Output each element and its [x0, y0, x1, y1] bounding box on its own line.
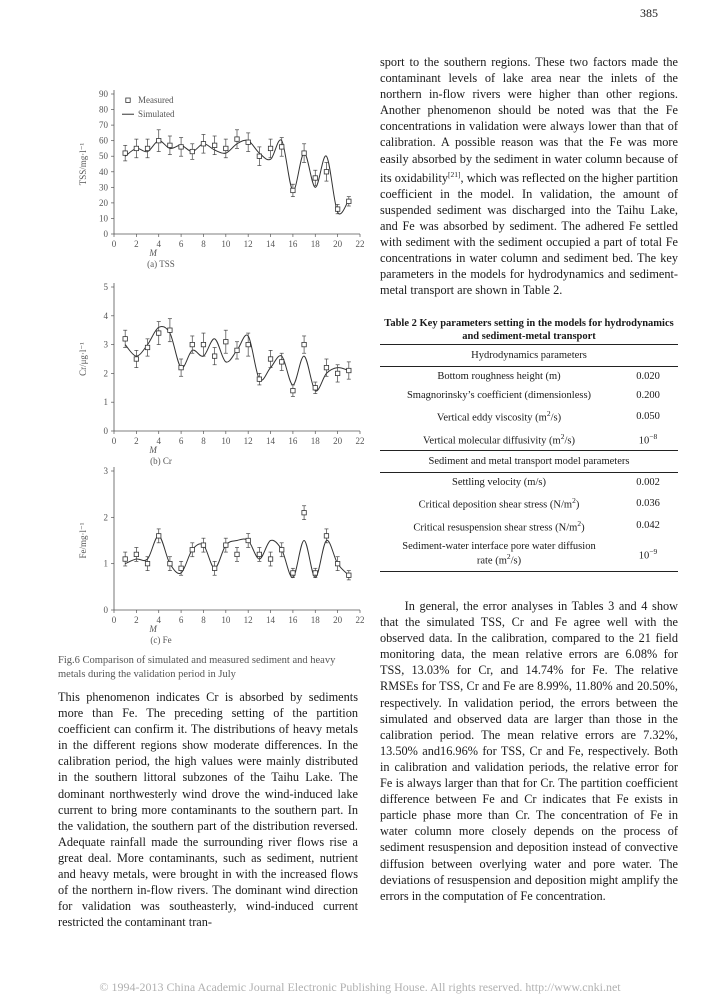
measured-point [335, 561, 339, 565]
x-tick-label: 22 [355, 615, 365, 625]
param-name-cell [380, 492, 618, 515]
section-title: Hydrodynamics parameters [380, 345, 678, 367]
table-row [380, 428, 678, 451]
chart-fe [62, 458, 365, 654]
param-name: Vertical molecular diffusivity (m [423, 435, 561, 446]
unit-sup: 2 [546, 409, 551, 418]
unit-sup: 2 [506, 552, 511, 561]
value-exp: −8 [649, 431, 658, 441]
unit-sup: 2 [560, 431, 565, 441]
section-title: Sediment and metal transport model parameters [380, 451, 678, 473]
table-caption: Table 2 Key parameters setting in the models for hydrodynamics and sediment-metal transport [384, 318, 674, 342]
x-tick-label: 4 [156, 615, 161, 625]
y-tick-label: 30 [99, 182, 108, 193]
measured-point [168, 328, 172, 332]
measured-point [224, 146, 228, 150]
chart-tss [62, 82, 365, 280]
param-name: Bottom roughness height (m) [437, 371, 561, 382]
measured-point [190, 149, 194, 153]
measured-point [280, 360, 284, 364]
table-section-sediment [380, 451, 678, 473]
value-base: 10 [638, 550, 650, 561]
right-top-part2: , which was reflected on the higher partition coefficient in the model. In validation, the amount of suspended sediment was discharged into the Taihu Lake, and Fe was absorbed by sediment. The adhered Fe settled with sediment with the sediment occupied a part of total Fe concentrations in water column and sediment bed. The key parameters in the models for hydrodynamics and sediment-metal transport are shown in Table 2. [380, 170, 679, 298]
x-tick-label: 0 [111, 615, 117, 625]
y-axis-label: Fe/mg·l⁻¹ [78, 522, 88, 559]
measured-point [313, 386, 317, 390]
param-name: Critical deposition shear stress (N/m [418, 499, 573, 511]
x-tick-label: 10 [221, 239, 231, 249]
y-tick-label: 10 [99, 213, 108, 224]
measured-point [179, 365, 183, 369]
measured-point [257, 154, 261, 158]
unit-sup: 2 [577, 518, 582, 528]
measured-point [201, 543, 205, 547]
x-tick-label: 12 [243, 436, 253, 446]
y-tick-label: 5 [103, 282, 108, 292]
x-tick-label: 8 [201, 615, 206, 625]
panel-label: (b) Cr [150, 456, 172, 466]
measured-point [157, 331, 161, 335]
measured-point [235, 348, 239, 352]
y-tick-label: 3 [103, 466, 108, 476]
figure-caption: Fig.6 Comparison of simulated and measured sediment and heavy metals during the validation period in July [58, 655, 336, 680]
x-tick-label: 8 [201, 436, 206, 446]
x-tick-label: 20 [333, 239, 343, 249]
measured-point [134, 146, 138, 150]
measured-point [235, 552, 239, 556]
x-tick-label: 2 [134, 615, 139, 625]
x-tick-label: 14 [266, 615, 276, 625]
right-top-part1: sport to the southern regions. These two factors made the contaminant levels of lake area near the inlets of the northern in-flow rivers were higher than other regions. Another phenomenon should be noted was that the Fe concentrations in validation were always lower than that of calibration. A possible reason was that the Fe was more easily absorbed by the sediment in water column because of its oxidability [380, 55, 678, 185]
x-axis-label: M [149, 445, 157, 455]
param-value: 0.002 [636, 477, 660, 488]
unit-tail: ) [581, 522, 585, 533]
measured-point [302, 511, 306, 515]
legend-simulated-label: Simulated [138, 109, 175, 120]
x-tick-label: 12 [243, 615, 253, 625]
measured-point [212, 143, 216, 147]
parameters-table [380, 344, 678, 572]
measured-point [324, 365, 328, 369]
measured-point [145, 146, 149, 150]
measured-point [201, 342, 205, 346]
measured-point [157, 534, 161, 538]
measured-point [179, 566, 183, 570]
measured-point [347, 573, 351, 577]
table-row [380, 537, 678, 571]
measured-point [268, 146, 272, 150]
y-tick-label: 70 [99, 120, 108, 131]
table-row [380, 515, 678, 538]
measured-point [313, 176, 317, 180]
param-value-cell [618, 537, 678, 571]
param-value: 0.042 [636, 520, 660, 532]
param-name-cell [380, 515, 618, 538]
measured-point [235, 137, 239, 141]
x-tick-label: 12 [243, 239, 253, 249]
x-tick-label: 16 [288, 436, 298, 446]
x-tick-label: 14 [266, 436, 276, 446]
panel-label: (c) Fe [150, 635, 172, 645]
param-value: 0.200 [636, 390, 660, 401]
param-name-cell [380, 537, 618, 571]
x-tick-label: 22 [355, 436, 365, 446]
x-axis-label: M [149, 248, 157, 258]
measured-point [123, 337, 127, 341]
unit-sup: 2 [572, 496, 576, 505]
left-column-text [58, 689, 358, 930]
measured-point [201, 142, 205, 146]
y-tick-label: 0 [103, 605, 108, 615]
unit-tail: ) [575, 499, 580, 511]
chart-cr-svg [62, 280, 365, 472]
y-tick-label: 1 [103, 558, 108, 569]
measured-point [313, 571, 317, 575]
measured-point [268, 557, 272, 561]
x-tick-label: 2 [134, 436, 139, 446]
unit-tail: /s) [550, 412, 562, 424]
x-tick-label: 18 [310, 615, 320, 625]
x-tick-label: 2 [134, 239, 139, 249]
panel-label: (a) TSS [147, 259, 175, 269]
table-section-hydro [380, 345, 678, 367]
right-column-text-bottom [380, 598, 678, 904]
chart-tss-svg [62, 82, 365, 280]
page-number: 385 [640, 6, 658, 20]
y-tick-label: 40 [99, 166, 108, 177]
measured-point [335, 207, 339, 211]
x-tick-label: 20 [333, 615, 343, 625]
param-value: 0.050 [636, 410, 660, 422]
x-tick-label: 0 [111, 436, 117, 446]
table-row [380, 386, 678, 405]
y-tick-label: 80 [99, 104, 108, 115]
measured-point [145, 561, 149, 565]
measured-point [246, 342, 250, 346]
table-row [380, 473, 678, 493]
value-exp: −9 [649, 546, 658, 556]
y-tick-label: 1 [103, 397, 108, 408]
measured-point [347, 368, 351, 372]
param-name-cell [380, 428, 618, 451]
measured-point [123, 557, 127, 561]
measured-point [224, 543, 228, 547]
y-axis-label: Cr/μg·l⁻¹ [78, 342, 88, 376]
left-paragraph: This phenomenon indicates Cr is absorbed by sediments more than Fe. The preceding setting of the partition coefficient can confirm it. The distributions of heavy metals in the different regions show moderate differences. In the calibration period, the high values were mainly distributed in the southern littoral subzones of the Taihu Lake. The dominant northwesterly wind drove the wind-induced lake current to bring more contaminants to the southern part. In the validation, the southern part of the distribution reversed. Adequate rainfall made the surrounding river flows rise a great deal. More contaminants, such as sediment, nutrient and heavy metals, were brought in with the increased flows of the northern in-flow rivers. The dominant wind direction for validation was southeasterly, wind-induced current restricted the contaminant tran- [58, 690, 358, 930]
x-tick-label: 4 [156, 436, 161, 446]
y-tick-label: 50 [99, 151, 108, 162]
param-name: Smagnorinsky’s coefficient (dimensionless) [406, 390, 592, 401]
measured-point [246, 538, 250, 542]
x-tick-label: 0 [111, 239, 117, 249]
y-tick-label: 60 [99, 135, 108, 146]
x-tick-label: 20 [333, 436, 343, 446]
measured-point [224, 340, 228, 344]
measured-point [291, 188, 295, 192]
measured-point [157, 138, 161, 142]
param-name: Settling velocity (m/s) [452, 477, 546, 488]
chart-cr [62, 280, 365, 472]
measured-point [280, 548, 284, 552]
y-tick-label: 2 [103, 512, 108, 523]
chart-fe-svg [62, 458, 365, 654]
y-tick-label: 20 [99, 197, 108, 208]
measured-point [257, 552, 261, 556]
measured-point [190, 548, 194, 552]
legend-measured-label: Measured [138, 95, 174, 106]
x-tick-label: 16 [288, 615, 298, 625]
y-tick-label: 2 [103, 368, 108, 379]
measured-point [291, 571, 295, 575]
measured-point [179, 145, 183, 149]
x-tick-label: 18 [310, 436, 320, 446]
measured-point [291, 388, 295, 392]
legend-measured-marker [126, 98, 130, 102]
y-tick-label: 0 [103, 426, 108, 436]
measured-point [168, 561, 172, 565]
measured-point [123, 151, 127, 155]
measured-point [347, 199, 351, 203]
x-tick-label: 8 [201, 239, 206, 249]
measured-point [324, 534, 328, 538]
measured-point [324, 170, 328, 174]
measured-point [168, 143, 172, 147]
unit-tail: /s) [510, 555, 522, 567]
measured-point [246, 140, 250, 144]
x-tick-label: 6 [178, 239, 184, 249]
unit-tail: /s) [564, 435, 575, 446]
measured-point [212, 354, 216, 358]
measured-point [257, 377, 261, 381]
measured-point [134, 552, 138, 556]
y-tick-label: 0 [103, 229, 108, 239]
right-paragraph-top [380, 54, 678, 299]
x-tick-label: 14 [266, 239, 276, 249]
param-name-line2: rate (m [476, 555, 507, 567]
measured-point [190, 342, 194, 346]
param-name: Vertical eddy viscosity (m [436, 412, 547, 424]
x-tick-label: 6 [178, 436, 184, 446]
x-tick-label: 10 [221, 615, 231, 625]
measured-point [280, 145, 284, 149]
citation: [21] [448, 169, 461, 179]
footer-copyright: © 1994-2013 China Academic Journal Electronic Publishing House. All rights reserved. http://www.cnki.net [99, 980, 621, 994]
x-tick-label: 10 [221, 436, 231, 446]
y-tick-label: 90 [99, 89, 108, 99]
value-base: 10 [638, 435, 650, 446]
measured-point [134, 357, 138, 361]
right-column-text-top [380, 54, 678, 299]
x-tick-label: 6 [178, 615, 184, 625]
measured-point [335, 371, 339, 375]
y-tick-label: 4 [103, 310, 108, 321]
x-tick-label: 4 [156, 239, 161, 249]
table-row [380, 492, 678, 515]
param-value-cell [618, 428, 678, 451]
x-tick-label: 18 [310, 239, 320, 249]
measured-point [212, 566, 216, 570]
y-tick-label: 3 [103, 339, 108, 350]
param-name-cell [380, 405, 618, 428]
right-paragraph-bottom: In general, the error analyses in Tables 3 and 4 show that the simulated TSS, Cr and Fe agree well with the observed data. In the calibration, compared to the 21 field monitoring data, the mean relative errors are 6.08% for TSS, 13.03% for Cr, and 14.74% for Fe. The relative RMSEs for TSS, Cr and Fe are 8.99%, 11.80% and 20.50%, respectively. In validation period, the errors between the simulated and observed data are larger than those in the calibration period. The mean relative errors are 7.32%, 13.50% and16.96% for TSS, Cr and Fe, respectively. Both in calibration and validation periods, the relative error for Fe is always larger than that for Cr. The partition coefficient difference between Fe and Cr indicates that Fe exists in particle phase more than Cr. The concentration of Fe in water column more closely depends on the process of sediment resuspension and deposition instead of convective diffusion between overlying water and pore water. The deviations of resuspension and deposition might amplify the errors in the computation of Fe concentration. [380, 599, 678, 903]
measured-point [302, 151, 306, 155]
table-row [380, 367, 678, 387]
param-value: 0.036 [636, 497, 660, 509]
param-name: Critical resuspension shear stress (N/m [413, 522, 578, 533]
x-tick-label: 22 [355, 239, 365, 249]
x-tick-label: 16 [288, 239, 298, 249]
y-axis-label: TSS/mg·l⁻¹ [78, 142, 88, 186]
measured-point [302, 342, 306, 346]
measured-point [145, 345, 149, 349]
param-value: 0.020 [636, 371, 660, 382]
x-axis-label: M [149, 624, 157, 634]
measured-point [268, 357, 272, 361]
table-row [380, 405, 678, 428]
param-name-line1: Sediment-water interface pore water diffusion [402, 541, 596, 552]
